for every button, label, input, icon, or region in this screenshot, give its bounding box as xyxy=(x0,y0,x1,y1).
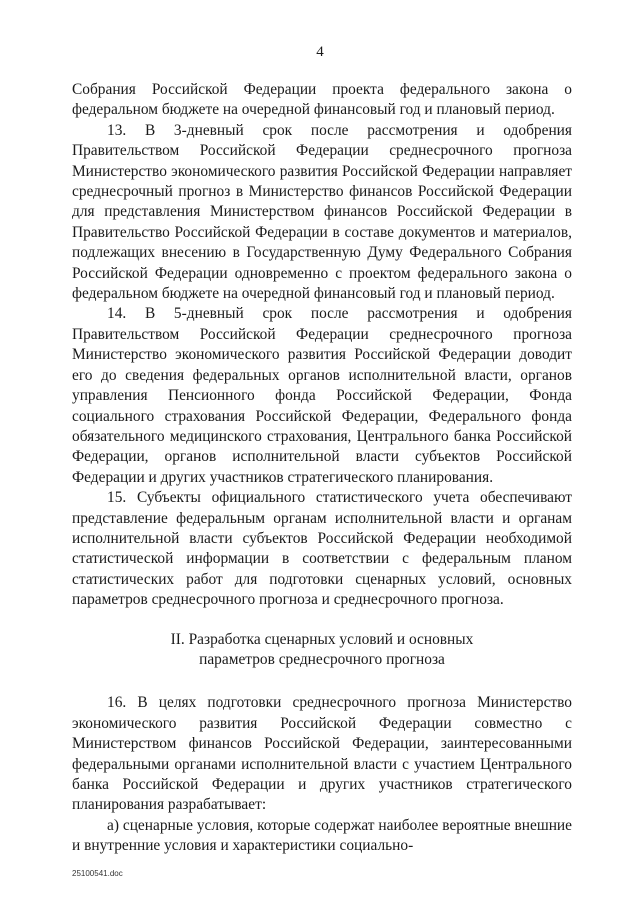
section-heading-line-1: II. Разработка сценарных условий и основных xyxy=(170,630,474,648)
paragraph-13: 13. В 3-дневный срок после рассмотрения и одобрения Правительством Российской Федерации среднесрочного прогноза Министерство экономического развития Российской Федерации направляет среднесрочный прогноз в Министерство финансов Российской Федерации для представления Министерством финансов Российской Федерации в Правительство Российской Федерации в составе документов и материалов, подлежащих внесению в Государственную Думу Федерального Собрания Российской Федерации одновременно с проектом федерального закона о федеральном бюджете на очередной финансовый год и плановый период. xyxy=(72,121,572,303)
section-heading xyxy=(72,630,572,671)
paragraph-continuation: Собрания Российской Федерации проекта федерального закона о федеральном бюджете на очередной финансовый год и плановый период. xyxy=(72,81,572,119)
document-code: 25100541.doc xyxy=(72,869,123,878)
paragraph-16a: а) сценарные условия, которые содержат наиболее вероятные внешние и внутренние условия и характеристики социально- xyxy=(72,816,572,855)
page-number: 4 xyxy=(316,44,324,60)
document-body xyxy=(72,80,572,857)
paragraph-14: 14. В 5-дневный срок после рассмотрения и одобрения Правительством Российской Федерации среднесрочного прогноза Министерство экономического развития Российской Федерации доводит его до сведения федеральных органов исполнительной власти, органов управления Пенсионного фонда Российской Федерации, Фонда социального страхования Российской Федерации, Федерального фонда обязательного медицинского страхования, Центрального банка Российской Федерации, органов исполнительной власти субъектов Российской Федерации и других участников стратегического планирования. xyxy=(72,305,572,486)
section-heading-line-2: параметров среднесрочного прогноза xyxy=(199,650,445,668)
paragraph-15: 15. Субъекты официального статистического учета обеспечивают представление федеральным органам исполнительной власти и органам исполнительной власти субъектов Российской Федерации необходимой статистической информации в соответствии с федеральным планом статистических работ для подготовки сценарных условий, основных параметров среднесрочного прогноза и среднесрочного прогноза. xyxy=(72,489,572,609)
paragraph-16: 16. В целях подготовки среднесрочного прогноза Министерство экономического развития Российской Федерации совместно с Министерством финансов Российской Федерации, заинтересованными федеральными органами исполнительной власти с участием Центрального банка Российской Федерации и других участников стратегического планирования разрабатывает: xyxy=(72,694,572,814)
